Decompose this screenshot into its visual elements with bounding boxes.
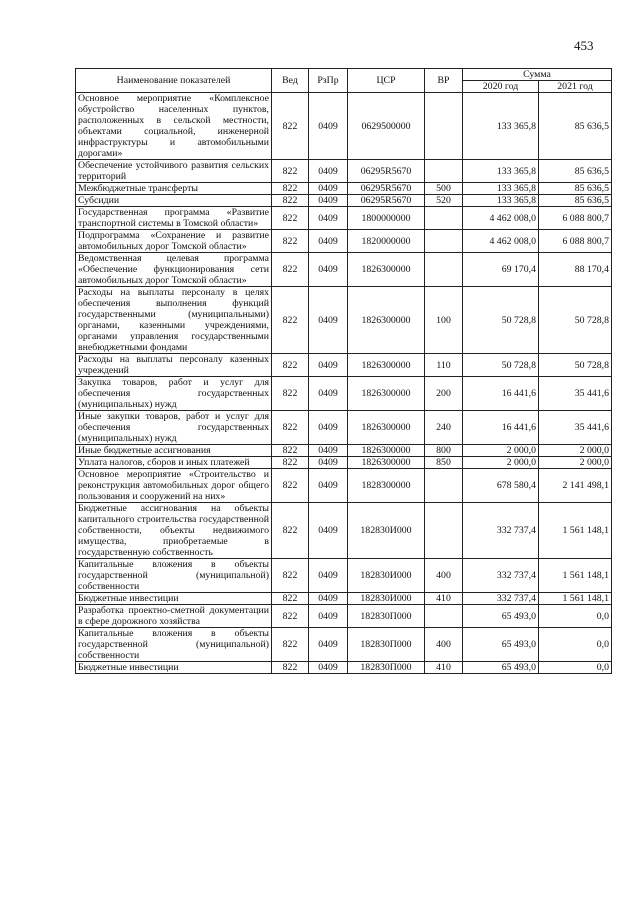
row-2021: 85 636,5 (539, 160, 612, 183)
header-2021: 2021 год (539, 81, 612, 93)
row-2020: 133 365,8 (463, 195, 539, 207)
table-row (76, 183, 612, 195)
page-number: 453 (574, 38, 594, 53)
row-rzpr: 0409 (309, 445, 348, 457)
row-vr: 200 (425, 377, 463, 411)
row-2020: 332 737,4 (463, 559, 539, 593)
row-vr (425, 93, 463, 160)
row-ved: 822 (272, 662, 309, 674)
table-row (76, 593, 612, 605)
row-csr: 06295R5670 (348, 195, 425, 207)
row-rzpr: 0409 (309, 411, 348, 445)
row-name: Капитальные вложения в объекты государственной (муниципальной) собственности (76, 628, 272, 662)
row-name: Иные бюджетные ассигнования (76, 445, 272, 457)
row-ved: 822 (272, 445, 309, 457)
row-2021: 0,0 (539, 628, 612, 662)
row-csr: 182830П000 (348, 662, 425, 674)
row-csr: 182830И000 (348, 559, 425, 593)
row-2021: 35 441,6 (539, 377, 612, 411)
row-rzpr: 0409 (309, 253, 348, 287)
header-csr: ЦСР (348, 69, 425, 93)
row-csr: 1826300000 (348, 411, 425, 445)
row-2020: 133 365,8 (463, 183, 539, 195)
row-ved: 822 (272, 411, 309, 445)
row-2021: 2 000,0 (539, 445, 612, 457)
header-rzpr: РзПр (309, 69, 348, 93)
row-2021: 1 561 148,1 (539, 593, 612, 605)
row-ved: 822 (272, 457, 309, 469)
row-name: Основное мероприятие «Комплексное обустройство населенных пунктов, расположенных в сельской местности, объектами социальной, инженерной инфраструктуры и автомобильными дорогами» (76, 93, 272, 160)
row-vr: 410 (425, 662, 463, 674)
table-row (76, 93, 612, 160)
table-row (76, 605, 612, 628)
header-vr: ВР (425, 69, 463, 93)
row-vr: 520 (425, 195, 463, 207)
row-vr: 110 (425, 354, 463, 377)
row-vr: 500 (425, 183, 463, 195)
row-2021: 85 636,5 (539, 183, 612, 195)
row-csr: 1826300000 (348, 287, 425, 354)
row-2021: 85 636,5 (539, 93, 612, 160)
table-row (76, 377, 612, 411)
row-ved: 822 (272, 628, 309, 662)
row-rzpr: 0409 (309, 605, 348, 628)
row-csr: 1826300000 (348, 377, 425, 411)
row-ved: 822 (272, 593, 309, 605)
budget-table (75, 68, 612, 674)
row-csr: 182830П000 (348, 605, 425, 628)
row-2020: 69 170,4 (463, 253, 539, 287)
row-2021: 50 728,8 (539, 354, 612, 377)
row-2020: 4 462 008,0 (463, 230, 539, 253)
header-name: Наименование показателей (76, 69, 272, 93)
table-row (76, 287, 612, 354)
row-rzpr: 0409 (309, 287, 348, 354)
row-2020: 50 728,8 (463, 354, 539, 377)
row-rzpr: 0409 (309, 377, 348, 411)
row-name: Субсидии (76, 195, 272, 207)
row-vr: 850 (425, 457, 463, 469)
row-2021: 6 088 800,7 (539, 207, 612, 230)
row-vr: 240 (425, 411, 463, 445)
row-2020: 2 000,0 (463, 445, 539, 457)
row-rzpr: 0409 (309, 230, 348, 253)
row-name: Закупка товаров, работ и услуг для обеспечения государственных (муниципальных) нужд (76, 377, 272, 411)
row-name: Разработка проектно-сметной документации в сфере дорожного хозяйства (76, 605, 272, 628)
row-name: Обеспечение устойчивого развития сельских территорий (76, 160, 272, 183)
table-row (76, 195, 612, 207)
row-2021: 2 141 498,1 (539, 469, 612, 503)
row-2021: 0,0 (539, 662, 612, 674)
row-ved: 822 (272, 195, 309, 207)
row-rzpr: 0409 (309, 457, 348, 469)
row-name: Расходы на выплаты персоналу казенных учреждений (76, 354, 272, 377)
row-ved: 822 (272, 559, 309, 593)
row-name: Бюджетные инвестиции (76, 662, 272, 674)
row-rzpr: 0409 (309, 93, 348, 160)
table-row (76, 559, 612, 593)
row-rzpr: 0409 (309, 593, 348, 605)
row-vr (425, 230, 463, 253)
row-vr (425, 605, 463, 628)
row-2021: 88 170,4 (539, 253, 612, 287)
row-name: Расходы на выплаты персоналу в целях обеспечения выполнения функций государственными (муниципальными) органами, казенными учреждениями, органами управления государственными внебюджетными фондами (76, 287, 272, 354)
row-rzpr: 0409 (309, 628, 348, 662)
row-csr: 1828300000 (348, 469, 425, 503)
row-csr: 1826300000 (348, 457, 425, 469)
row-rzpr: 0409 (309, 662, 348, 674)
table-row (76, 662, 612, 674)
row-csr: 1826300000 (348, 253, 425, 287)
table-row (76, 445, 612, 457)
row-ved: 822 (272, 230, 309, 253)
row-2021: 50 728,8 (539, 287, 612, 354)
row-2020: 50 728,8 (463, 287, 539, 354)
row-vr: 100 (425, 287, 463, 354)
row-2020: 332 737,4 (463, 503, 539, 559)
row-csr: 06295R5670 (348, 160, 425, 183)
table-row (76, 354, 612, 377)
row-2020: 16 441,6 (463, 411, 539, 445)
row-name: Бюджетные ассигнования на объекты капитального строительства государственной собственности, объекты недвижимого имущества, приобретаемые в государственную собственность (76, 503, 272, 559)
header-ved: Вед (272, 69, 309, 93)
table-row (76, 503, 612, 559)
row-2021: 35 441,6 (539, 411, 612, 445)
row-rzpr: 0409 (309, 559, 348, 593)
row-2021: 1 561 148,1 (539, 559, 612, 593)
row-2020: 65 493,0 (463, 605, 539, 628)
row-rzpr: 0409 (309, 354, 348, 377)
row-rzpr: 0409 (309, 195, 348, 207)
row-vr (425, 160, 463, 183)
row-csr: 1800000000 (348, 207, 425, 230)
row-ved: 822 (272, 183, 309, 195)
row-name: Межбюджетные трансферты (76, 183, 272, 195)
row-2021: 6 088 800,7 (539, 230, 612, 253)
table-row (76, 160, 612, 183)
row-ved: 822 (272, 253, 309, 287)
row-vr: 400 (425, 559, 463, 593)
row-2020: 65 493,0 (463, 662, 539, 674)
row-2021: 0,0 (539, 605, 612, 628)
table-row (76, 253, 612, 287)
header-sum: Сумма (463, 69, 612, 81)
row-vr: 800 (425, 445, 463, 457)
row-ved: 822 (272, 93, 309, 160)
row-ved: 822 (272, 377, 309, 411)
row-csr: 1826300000 (348, 354, 425, 377)
row-2021: 85 636,5 (539, 195, 612, 207)
row-2021: 1 561 148,1 (539, 503, 612, 559)
row-csr: 182830И000 (348, 503, 425, 559)
row-rzpr: 0409 (309, 183, 348, 195)
table-body (76, 93, 612, 674)
header-2020: 2020 год (463, 81, 539, 93)
row-ved: 822 (272, 354, 309, 377)
row-vr (425, 469, 463, 503)
row-csr: 1826300000 (348, 445, 425, 457)
row-2020: 133 365,8 (463, 93, 539, 160)
row-csr: 182830И000 (348, 593, 425, 605)
table-header (76, 69, 612, 93)
row-ved: 822 (272, 160, 309, 183)
row-csr: 1820000000 (348, 230, 425, 253)
row-csr: 06295R5670 (348, 183, 425, 195)
row-rzpr: 0409 (309, 503, 348, 559)
table-row (76, 457, 612, 469)
row-ved: 822 (272, 605, 309, 628)
row-2020: 4 462 008,0 (463, 207, 539, 230)
row-vr: 410 (425, 593, 463, 605)
row-2020: 332 737,4 (463, 593, 539, 605)
row-vr (425, 207, 463, 230)
row-name: Капитальные вложения в объекты государственной (муниципальной) собственности (76, 559, 272, 593)
row-csr: 182830П000 (348, 628, 425, 662)
row-rzpr: 0409 (309, 160, 348, 183)
row-2020: 678 580,4 (463, 469, 539, 503)
row-vr: 400 (425, 628, 463, 662)
row-name: Основное мероприятие «Строительство и реконструкция автомобильных дорог общего пользования и сооружений на них» (76, 469, 272, 503)
row-name: Подпрограмма «Сохранение и развитие автомобильных дорог Томской области» (76, 230, 272, 253)
row-ved: 822 (272, 503, 309, 559)
row-2020: 16 441,6 (463, 377, 539, 411)
row-name: Государственная программа «Развитие транспортной системы в Томской области» (76, 207, 272, 230)
row-rzpr: 0409 (309, 469, 348, 503)
row-vr (425, 503, 463, 559)
row-ved: 822 (272, 287, 309, 354)
table-row (76, 628, 612, 662)
row-2020: 133 365,8 (463, 160, 539, 183)
row-vr (425, 253, 463, 287)
table-row (76, 207, 612, 230)
row-2021: 2 000,0 (539, 457, 612, 469)
table-row (76, 230, 612, 253)
row-ved: 822 (272, 207, 309, 230)
table-row (76, 411, 612, 445)
row-name: Иные закупки товаров, работ и услуг для обеспечения государственных (муниципальных) нужд (76, 411, 272, 445)
row-2020: 2 000,0 (463, 457, 539, 469)
row-2020: 65 493,0 (463, 628, 539, 662)
row-name: Ведомственная целевая программа «Обеспечение функционирования сети автомобильных дорог Томской области» (76, 253, 272, 287)
row-name: Бюджетные инвестиции (76, 593, 272, 605)
row-ved: 822 (272, 469, 309, 503)
row-csr: 0629500000 (348, 93, 425, 160)
row-name: Уплата налогов, сборов и иных платежей (76, 457, 272, 469)
row-rzpr: 0409 (309, 207, 348, 230)
table-row (76, 469, 612, 503)
